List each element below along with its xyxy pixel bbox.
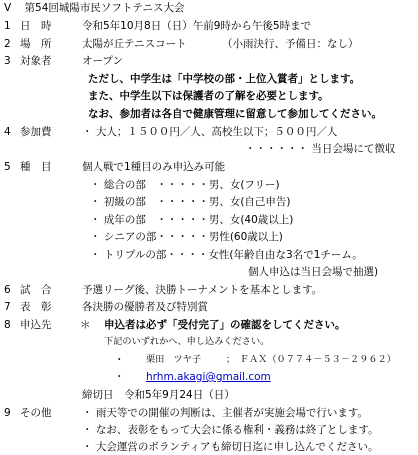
item-3-value: オープン [82, 55, 124, 67]
contact-email-link[interactable]: hrhm.akagi@gmail.com [146, 371, 271, 383]
event-item: ・ シニアの部・・・・・男性(60歳以上) [90, 231, 283, 243]
item-7-label: 表 彰 [20, 301, 52, 313]
other-line: ・ なお、表彰をもって大会に係る権利・義務は終了とします。 [82, 424, 379, 436]
item-9-label: その他 [20, 407, 52, 419]
item-8-sub: 下記のいずれかへ、申し込みください。 [104, 336, 270, 347]
contact-fax: ； ＦＡＸ（０７７４－５３－２９６２） [226, 354, 396, 365]
item-4-value: ・ 大人；１５００円／人、高校生以下；５００円／人 [82, 126, 338, 138]
contact-name: 栗田 ツヤ子 [146, 354, 202, 365]
event-item: ・ 総合の部 ・・・・・男、女(フリー) [90, 179, 280, 191]
item-3-number: 3 [4, 55, 11, 67]
item-4-number: 4 [4, 126, 11, 138]
item-6-value: 予選リーグ後、決勝トーナメントを基本とします。 [82, 284, 323, 296]
item-1-label: 日 時 [20, 20, 52, 32]
item-2-number: 2 [4, 38, 11, 50]
item-2-label: 場 所 [20, 38, 52, 50]
item-7-value: 各決勝の優勝者及び特別賞 [82, 301, 208, 313]
other-line: ・ 大会運営のボランティアも締切日迄に申し込んでください。 [82, 441, 379, 453]
doc-title [4, 0, 184, 16]
item-5-number: 5 [4, 161, 11, 173]
event-list-note: 個人申込は当日会場で抽選) [248, 266, 379, 278]
item-4-note: ・・・・・・ 当日会場にて徴収 [245, 143, 396, 155]
event-item: ・ トリプルの部・・・・女性(年齢自由な3名で1チーム。 [90, 249, 363, 261]
deadline: 締切日 令和5年9月24日（日） [82, 389, 235, 401]
contact-bullet: ・ [114, 371, 125, 383]
item-3-line-3: なお、参加者は各自で健康管理に留意して参加してください。 [88, 108, 382, 120]
item-6-number: 6 [4, 284, 11, 296]
item-8-label: 申込先 [20, 319, 52, 331]
item-1-value: 令和5年10月8日（日）午前9時から午後5時まで [82, 20, 312, 32]
item-3-line-2: また、中学生以下は保護者の了解を必要とします。 [88, 90, 329, 102]
item-3-label: 対象者 [20, 55, 52, 67]
item-3-line-1: ただし、中学生は「中学校の部・上位入賞者」とします。 [88, 73, 361, 85]
item-8-bold-note: 申込者は必ず「受付完了」の確認をしてください。 [104, 319, 346, 331]
event-item: ・ 初級の部 ・・・・・男、女(自己申告) [90, 196, 291, 208]
title-text: 第54回城陽市民ソフトテニス大会 [24, 2, 185, 14]
item-5-value: 個人戦で1種目のみ申込み可能 [82, 161, 226, 173]
item-1-number: 1 [4, 20, 11, 32]
item-9-number: 9 [4, 407, 11, 419]
item-8-number: 8 [4, 319, 11, 331]
contact-bullet: ・ [114, 354, 125, 366]
section-mark: V [4, 2, 12, 14]
item-6-label: 試 合 [20, 284, 52, 296]
item-5-label: 種 目 [20, 161, 52, 173]
item-4-label: 参加費 [20, 126, 52, 138]
event-item: ・ 成年の部 ・・・・・男、女(40歳以上) [90, 214, 294, 226]
other-line: ・ 雨天等での開催の判断は、主催者が実施会場で行います。 [82, 407, 368, 419]
item-2-note: （小雨決行、予備日：なし） [222, 38, 359, 50]
item-7-number: 7 [4, 301, 11, 313]
item-8-bullet: ＊ [80, 319, 91, 331]
item-2-value: 太陽が丘テニスコート [82, 38, 187, 50]
